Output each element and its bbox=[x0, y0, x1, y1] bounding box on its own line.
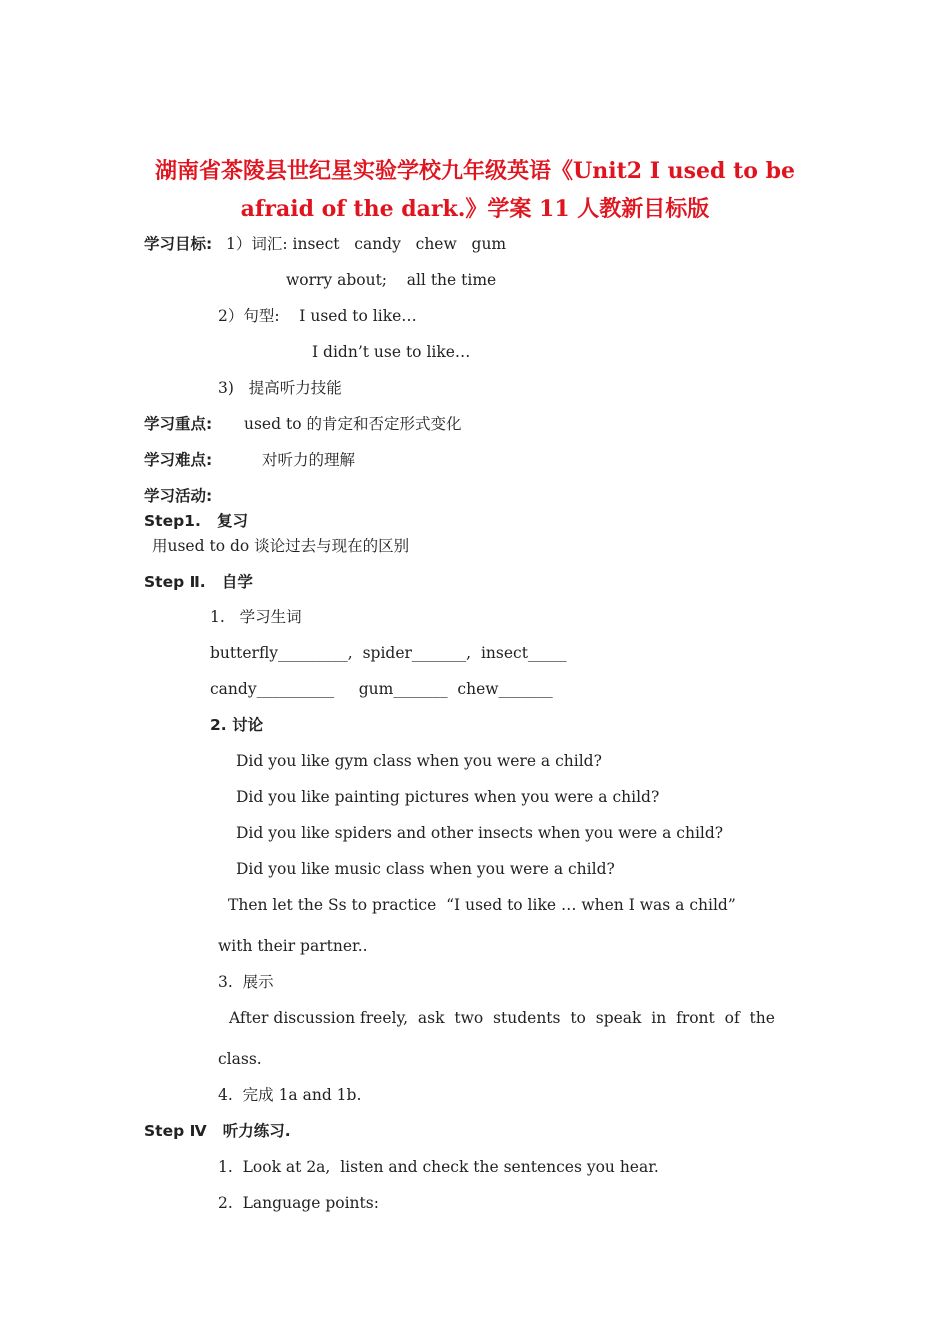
objective-vocab-cont: worry about; all the time bbox=[286, 271, 497, 289]
practice-instruction: Then let the Ss to practice “I used to like … when I was a child” bbox=[228, 896, 736, 914]
focus-text: used to 的肯定和否定形式变化 bbox=[244, 415, 462, 433]
step2-point-4: 4. 完成 1a and 1b. bbox=[218, 1086, 362, 1104]
document-title-line-1: 湖南省茶陵县世纪星实验学校九年级英语《Unit2 I used to be bbox=[155, 158, 795, 184]
discussion-question: Did you like music class when you were a child? bbox=[236, 860, 615, 878]
discussion-question: Did you like gym class when you were a child? bbox=[236, 752, 602, 770]
difficulty-label: 学习难点: bbox=[144, 451, 213, 469]
step2-point-3: 3. 展示 bbox=[218, 973, 274, 991]
objective-listening: 3) 提高听力技能 bbox=[218, 379, 342, 397]
vocab-blanks-2: candy__________ gum_______ chew_______ bbox=[210, 680, 553, 698]
vocab-blanks-1: butterfly_________, spider_______, insect_____ bbox=[210, 644, 567, 662]
discussion-question: Did you like spiders and other insects when you were a child? bbox=[236, 824, 724, 842]
step2-point-2: 2. 讨论 bbox=[210, 716, 264, 734]
document-title-line-2: afraid of the dark.》学案 11 人教新目标版 bbox=[240, 196, 710, 222]
objective-vocab: 1）词汇: insect candy chew gum bbox=[226, 235, 507, 253]
focus-label: 学习重点: bbox=[144, 415, 213, 433]
show-instruction-cont: class. bbox=[218, 1050, 262, 1068]
step2-point-1: 1. 学习生词 bbox=[210, 608, 302, 626]
activities-label: 学习活动: bbox=[144, 487, 213, 505]
step1-heading: Step1. 复习 bbox=[144, 512, 249, 530]
step4-heading: Step Ⅳ 听力练习. bbox=[144, 1122, 291, 1140]
listening-task: 1. Look at 2a, listen and check the sentences you hear. bbox=[218, 1158, 659, 1176]
difficulty-text: 对听力的理解 bbox=[262, 451, 356, 469]
objective-sentence: 2）句型: I used to like… bbox=[218, 307, 417, 325]
show-instruction: After discussion freely, ask two students to speak in front of the bbox=[229, 1009, 775, 1027]
discussion-question: Did you like painting pictures when you were a child? bbox=[236, 788, 660, 806]
language-points: 2. Language points: bbox=[218, 1194, 379, 1212]
step1-text: 用used to do 谈论过去与现在的区别 bbox=[152, 537, 410, 555]
objectives-label: 学习目标: bbox=[144, 235, 213, 253]
step2-heading: Step Ⅱ. 自学 bbox=[144, 573, 253, 591]
objective-sentence-cont: I didn’t use to like… bbox=[312, 343, 471, 361]
practice-instruction-cont: with their partner.. bbox=[218, 937, 368, 955]
